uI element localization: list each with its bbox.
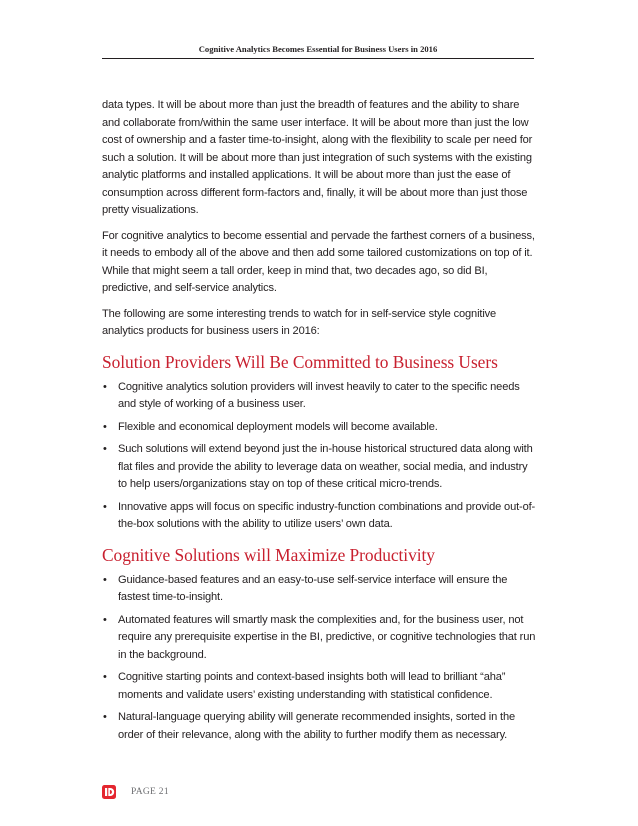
running-header: Cognitive Analytics Becomes Essential for Business Users in 2016: [198, 44, 438, 54]
list-item-text: Flexible and economical deployment models will become available.: [118, 420, 438, 433]
list-item: [102, 499, 536, 534]
list-item: [102, 709, 536, 744]
list-item: [102, 379, 536, 414]
brand-logo-icon: [102, 785, 116, 799]
section-heading-productivity: Cognitive Solutions will Maximize Productivity: [102, 544, 435, 565]
bullet-icon: •: [103, 443, 107, 455]
bullet-icon: •: [103, 380, 107, 393]
bullet-icon: •: [103, 420, 107, 433]
list-item: [102, 669, 536, 704]
list-item-text: Cognitive starting points and context-based insights both will lead to brilliant “aha” moments and validate users’ existing understanding with statistical confidence.: [118, 671, 506, 701]
list-item: [102, 419, 536, 437]
list-item-text: Guidance-based features and an easy-to-use self-service interface will ensure the fastest time-to-insight.: [118, 573, 508, 603]
header-rule: [102, 58, 534, 59]
bullet-icon: •: [103, 500, 107, 513]
list-item-text: Such solutions will extend beyond just the in-house historical structured data along with flat files and provide the ability to leverage data on weather, social media, and industry to help users/organizations stay on top of these critical micro-trends.: [118, 443, 533, 490]
bullet-list-business-users: [102, 379, 536, 534]
bullet-list-productivity: [102, 572, 536, 745]
list-item: [102, 572, 536, 607]
page-number: PAGE 21: [131, 787, 169, 797]
list-item-text: Cognitive analytics solution providers will invest heavily to cater to the specific needs and style of working of a business user.: [118, 380, 520, 410]
list-item-text: Innovative apps will focus on specific industry-function combinations and provide out-of-the-box solutions with the ability to utilize users’ own data.: [118, 500, 536, 530]
bullet-icon: •: [103, 671, 107, 683]
paragraph-1: data types. It will be about more than just the breadth of features and the ability to share and collaborate from/within the same user interface. It will be about more than just the low cost of ownership and a faster time-to-insight, along with the flexibility to scale per need for such a solution. It will be about more than just integration of such systems with the existing analytic platforms and installed applications. It will be about more than just the ease of consumption across different form-factors and, finally, it will be about more than just those pretty visualizations.: [102, 99, 533, 216]
list-item: [102, 612, 536, 665]
list-item: [102, 441, 536, 494]
paragraph-3: The following are some interesting trends to watch for in self-service style cognitive analytics products for business users in 2016:: [102, 307, 497, 337]
list-item-text: Automated features will smartly mask the complexities and, for the business user, not require any prerequisite expertise in the BI, predictive, or cognitive technologies that run in the background.: [118, 613, 536, 661]
bullet-icon: •: [103, 613, 107, 626]
section-heading-business-users: Solution Providers Will Be Committed to Business Users: [102, 351, 498, 372]
list-item-text: Natural-language querying ability will generate recommended insights, sorted in the order of their relevance, along with the ability to further modify them as necessary.: [118, 711, 516, 741]
bullet-icon: •: [103, 711, 107, 723]
page-body: [102, 97, 536, 750]
paragraph-2: For cognitive analytics to become essential and pervade the farthest corners of a business, it needs to embody all of the above and then add some tailored customizations on top of it. While that might seem a tall order, keep in mind that, two decades ago, so did BI, predictive, and self-service analytics.: [102, 229, 535, 294]
bullet-icon: •: [103, 573, 107, 586]
